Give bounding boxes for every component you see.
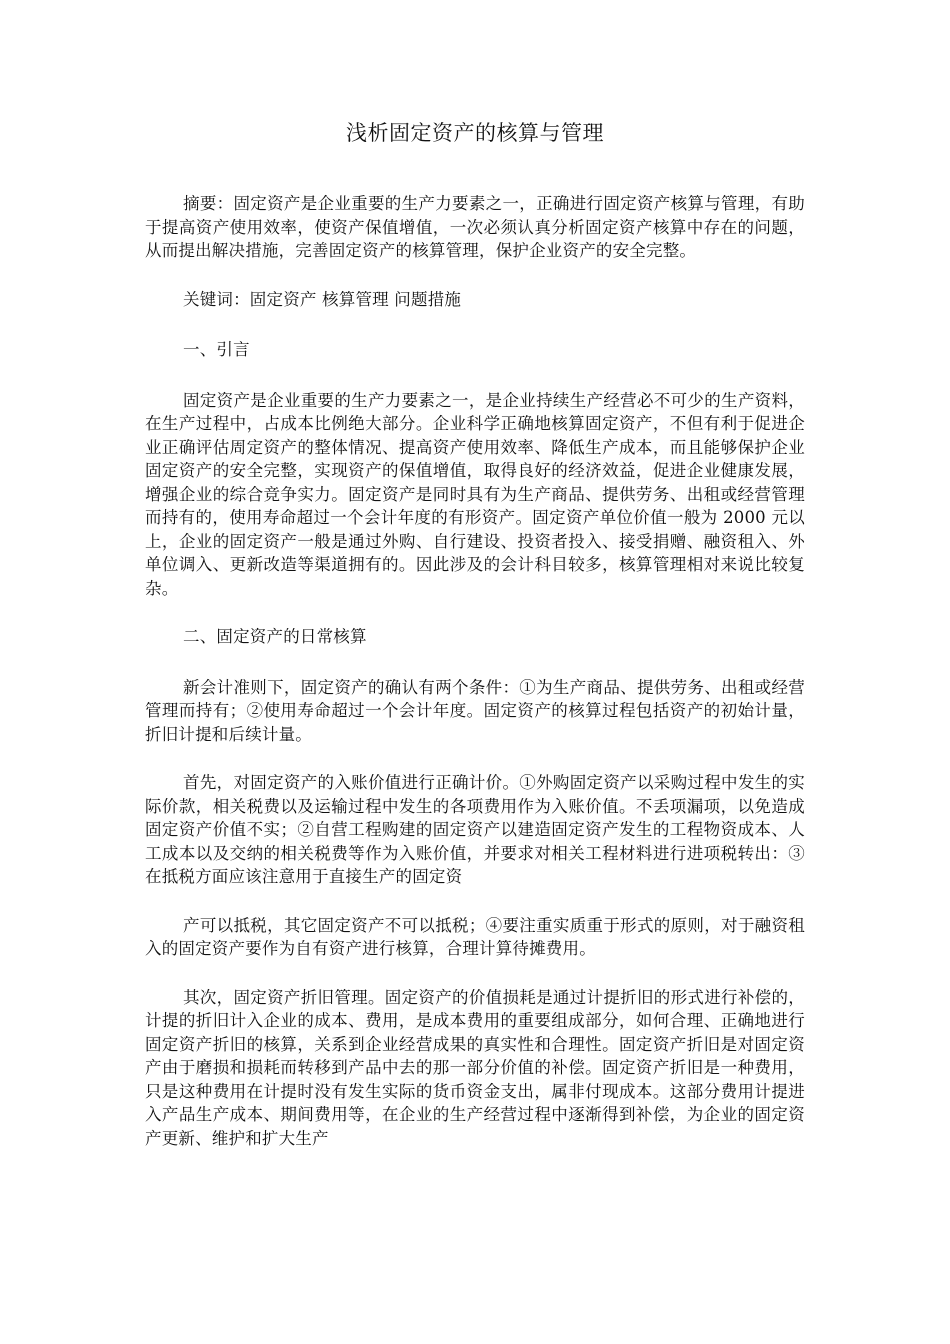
- keywords-paragraph: 关键词：固定资产 核算管理 问题措施: [183, 289, 462, 309]
- body-paragraph: 产可以抵税，其它固定资产不可以抵税；④要注重实质重于形式的原则，对于融资租入的固定资产要作为自有资产进行核算，合理计算待摊费用。: [145, 915, 805, 958]
- body-paragraph: 首先，对固定资产的入账价值进行正确计价。①外购固定资产以采购过程中发生的实际价款，相关税费以及运输过程中发生的各项费用作为入账价值。不丢项漏项，以免造成固定资产价值不实；②自营工程购建的固定资产以建造固定资产发生的工程物资成本、人工成本以及交纳的相关税费等作为入账价值，并要求对相关工程材料进行进项税转出：③在抵税方面应该注意用于直接生产的固定资: [145, 773, 805, 886]
- section-heading-daily-accounting: 二、固定资产的日常核算: [183, 627, 367, 646]
- body-paragraph: 其次，固定资产折旧管理。固定资产的价值损耗是通过计提折旧的形式进行补偿的，计提的折旧计入企业的成本、费用，是成本费用的重要组成部分，如何合理、正确地进行固定资产折旧的核算，关系到企业经营成果的真实性和合理性。固定资产折旧是对固定资产由于磨损和损耗而转移到产品中去的那一部分价值的补偿。固定资产折旧是一种费用，只是这种费用在计提时没有发生实际的货币资金支出，属非付现成本。这部分费用计提进入产品生产成本、期间费用等，在企业的生产经营过程中逐渐得到补偿，为企业的固定资产更新、维护和扩大生产: [145, 987, 805, 1148]
- body-paragraph: 新会计准则下，固定资产的确认有两个条件：①为生产商品、提供劳务、出租或经营管理而持有；②使用寿命超过一个会计年度。固定资产的核算过程包括资产的初始计量，折旧计提和后续计量。: [145, 677, 805, 744]
- document-title: 浅析固定资产的核算与管理: [346, 121, 604, 145]
- body-paragraph: 固定资产是企业重要的生产力要素之一，是企业持续生产经营必不可少的生产资料，在生产过程中，占成本比例绝大部分。企业科学正确地核算固定资产，不但有利于促进企业正确评估周定资产的整体情况、提高资产使用效率、降低生产成本，而且能够保护企业固定资产的安全完整，实现资产的保值增值，取得良好的经济效益，促进企业健康发展，增强企业的综合竞争实力。固定资产是同时具有为生产商品、提供劳务、出租或经营管理而持有的，使用寿命超过一个会计年度的有形资产。固定资产单位价值一般为 2000 元以上，企业的固定资产一般是通过外购、自行建设、投资者投入、接受捐赠、融资租入、外单位调入、更新改造等渠道拥有的。因此涉及的会计科目较多，核算管理相对来说比较复杂。: [145, 390, 805, 598]
- abstract-paragraph: 摘要：固定资产是企业重要的生产力要素之一，正确进行固定资产核算与管理，有助于提高资产使用效率，使资产保值增值，一次必须认真分析固定资产核算中存在的问题，从而提出解决措施，完善固定资产的核算管理，保护企业资产的安全完整。: [145, 194, 805, 260]
- section-heading-introduction: 一、引言: [183, 340, 250, 359]
